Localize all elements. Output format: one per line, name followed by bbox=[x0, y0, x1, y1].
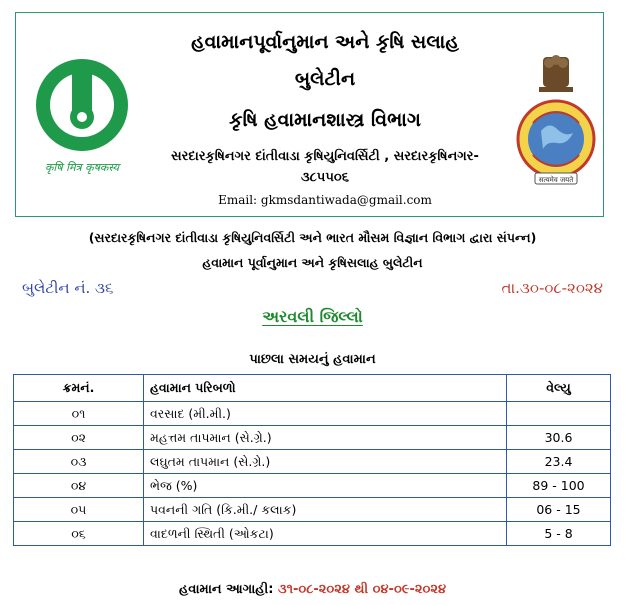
table-row bbox=[14, 522, 611, 546]
bulletin-number: બુલેટીન નં. ૩૬ bbox=[22, 279, 114, 297]
column-header-value: વેલ્યુ bbox=[507, 375, 611, 402]
header-address-line1: સરદારકૃષિનગર દાંતીવાડા કૃષિયુનિવર્સિટી , સરદારકૃષિનગર- bbox=[171, 149, 479, 164]
table-header-row bbox=[14, 375, 611, 402]
table-row bbox=[14, 426, 611, 450]
parameter-cell: લઘુતમ તાપમાન (સે.ગ્રે.) bbox=[144, 450, 507, 474]
serial-cell: ૦૫ bbox=[14, 498, 144, 522]
column-header-parameter: હવામાન પરિબળો bbox=[144, 375, 507, 402]
serial-cell: ૦૬ bbox=[14, 522, 144, 546]
imd-motto: सत्यमेव जयते bbox=[538, 176, 574, 184]
district-label: અરવલી જિલ્લો bbox=[262, 307, 363, 326]
past-weather-heading: પાછલા સમયનું હવામાન bbox=[249, 352, 376, 367]
header-address-line2: ૩૮૫૫૦૬ bbox=[301, 170, 349, 185]
logo-motto: कृषि मित्र कृषकस्य bbox=[44, 161, 120, 174]
serial-cell: ૦૨ bbox=[14, 426, 144, 450]
table-row bbox=[14, 402, 611, 426]
collaboration-note: (સરદારકૃષિનગર દાંતીવાડા કૃષિયુનિવર્સિટી અને ભારત મૌસમ વિજ્ઞાન વિભાગ દ્વારા સંપન્ન) bbox=[88, 230, 537, 245]
value-cell: 06 - 15 bbox=[507, 498, 611, 522]
table-row bbox=[14, 450, 611, 474]
district-name bbox=[0, 307, 625, 327]
header-title-line1: હવામાનપૂર્વાનુમાન અને કૃષિ સલાહ bbox=[191, 31, 459, 53]
column-header-serial: ક્રમનં. bbox=[14, 375, 144, 402]
header-title-line2: બુલેટીન bbox=[294, 68, 356, 90]
table-row bbox=[14, 498, 611, 522]
serial-cell: ૦૧ bbox=[14, 402, 144, 426]
past-weather-table bbox=[13, 374, 611, 546]
parameter-cell: વરસાદ (મી.મી.) bbox=[144, 402, 507, 426]
bulletin-title: હવામાન પૂર્વાનુમાન અને કૃષિસલાહ બુલેટીન bbox=[202, 255, 423, 270]
value-cell: 5 - 8 bbox=[507, 522, 611, 546]
table-row bbox=[14, 474, 611, 498]
forecast-period bbox=[0, 582, 625, 597]
university-logo bbox=[26, 51, 138, 181]
parameter-cell: ભેજ (%) bbox=[144, 474, 507, 498]
imd-logo bbox=[513, 49, 599, 189]
value-cell: 30.6 bbox=[507, 426, 611, 450]
bulletin-date: તા.૩૦-૦૮-૨૦૨૪ bbox=[501, 279, 603, 297]
parameter-cell: પવનની ગતિ (કિ.મી./ કલાક) bbox=[144, 498, 507, 522]
header-department: કૃષિ હવામાનશાસ્ત્ર વિભાગ bbox=[229, 109, 421, 131]
value-cell bbox=[507, 402, 611, 426]
parameter-cell: મહત્તમ તાપમાન (સે.ગ્રે.) bbox=[144, 426, 507, 450]
value-cell: 89 - 100 bbox=[507, 474, 611, 498]
serial-cell: ૦૪ bbox=[14, 474, 144, 498]
forecast-label: હવામાન આગાહી: bbox=[178, 582, 278, 597]
serial-cell: ૦૩ bbox=[14, 450, 144, 474]
value-cell: 23.4 bbox=[507, 450, 611, 474]
header-email: Email: gkmsdantiwada@gmail.com bbox=[218, 193, 432, 207]
parameter-cell: વાદળની સ્થિતી (ઓકટા) bbox=[144, 522, 507, 546]
ashoka-emblem-icon bbox=[539, 55, 573, 92]
bulletin-header bbox=[15, 12, 604, 217]
forecast-date-range: ૩૧-૦૮-૨૦૨૪ થી ૦૪-૦૯-૨૦૨૪ bbox=[277, 582, 447, 597]
